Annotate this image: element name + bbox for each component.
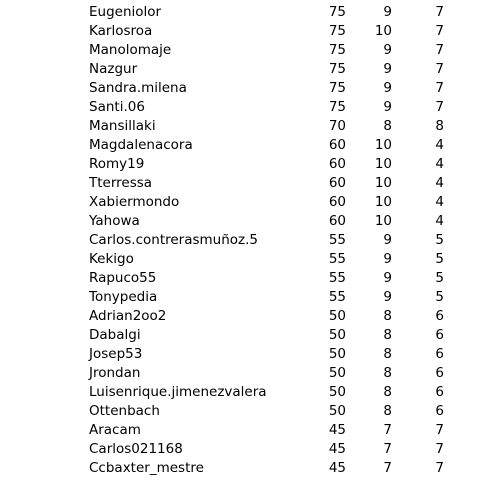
ranking-table-container [0,3,494,478]
value-b-cell: 8 [383,365,392,381]
value-b-cell: 9 [383,99,392,115]
value-c-cell: 4 [435,213,444,229]
user-name-cell: Rapuco55 [89,270,157,286]
value-b-cell: 9 [383,251,392,267]
user-name-cell: Ottenbach [89,403,160,419]
score-cell: 75 [328,4,346,20]
value-c-cell: 6 [435,365,444,381]
table-row [0,231,444,250]
table-row [0,383,444,402]
table-row [0,136,444,155]
value-c-cell: 6 [435,308,444,324]
score-cell: 75 [328,23,346,39]
user-name-cell: Mansillaki [89,118,156,134]
value-c-cell: 7 [435,4,444,20]
score-cell: 55 [328,232,346,248]
value-c-cell: 7 [435,441,444,457]
value-c-cell: 7 [435,80,444,96]
value-c-cell: 6 [435,346,444,362]
value-c-cell: 6 [435,403,444,419]
user-name-cell: Luisenrique.jimenezvalera [89,384,267,400]
value-b-cell: 9 [383,4,392,20]
user-name-cell: Jrondan [89,365,141,381]
score-cell: 55 [328,289,346,305]
table-row [0,60,444,79]
table-row [0,421,444,440]
table-row [0,307,444,326]
score-cell: 60 [328,213,346,229]
value-c-cell: 7 [435,460,444,476]
value-b-cell: 8 [383,384,392,400]
value-c-cell: 5 [435,270,444,286]
value-b-cell: 9 [383,232,392,248]
value-b-cell: 10 [374,175,392,191]
score-cell: 50 [328,384,346,400]
score-cell: 50 [328,365,346,381]
ranking-table-body [0,3,444,478]
value-c-cell: 7 [435,99,444,115]
value-c-cell: 4 [435,137,444,153]
table-row [0,250,444,269]
value-b-cell: 8 [383,346,392,362]
value-c-cell: 7 [435,42,444,58]
value-b-cell: 8 [383,118,392,134]
user-name-cell: Carlos021168 [89,441,183,457]
user-name-cell: Magdalenacora [89,137,193,153]
score-cell: 60 [328,137,346,153]
value-c-cell: 7 [435,23,444,39]
value-c-cell: 5 [435,289,444,305]
score-cell: 60 [328,175,346,191]
score-cell: 60 [328,194,346,210]
value-b-cell: 9 [383,80,392,96]
score-cell: 60 [328,156,346,172]
score-cell: 55 [328,251,346,267]
value-c-cell: 4 [435,175,444,191]
user-name-cell: Manolomaje [89,42,172,58]
score-cell: 45 [328,460,346,476]
table-row [0,288,444,307]
user-name-cell: Tterressa [89,175,153,191]
table-row [0,174,444,193]
score-cell: 50 [328,346,346,362]
score-cell: 50 [328,327,346,343]
user-name-cell: Karlosroa [89,23,153,39]
user-name-cell: Kekigo [89,251,134,267]
value-b-cell: 8 [383,403,392,419]
user-name-cell: Aracam [89,422,141,438]
user-name-cell: Sandra.milena [89,80,187,96]
table-row [0,41,444,60]
score-cell: 75 [328,61,346,77]
table-row [0,440,444,459]
value-b-cell: 10 [374,156,392,172]
value-c-cell: 5 [435,232,444,248]
user-name-cell: Dabalgi [89,327,141,343]
value-c-cell: 6 [435,384,444,400]
table-row [0,22,444,41]
value-b-cell: 8 [383,327,392,343]
score-cell: 75 [328,99,346,115]
value-c-cell: 6 [435,327,444,343]
user-name-cell: Nazgur [89,61,138,77]
value-b-cell: 10 [374,213,392,229]
value-c-cell: 4 [435,156,444,172]
user-name-cell: Eugeniolor [89,4,162,20]
user-name-cell: Tonypedia [89,289,158,305]
user-name-cell: Santi.06 [89,99,145,115]
value-c-cell: 8 [435,118,444,134]
table-row [0,212,444,231]
table-row [0,364,444,383]
score-cell: 45 [328,422,346,438]
user-name-cell: Yahowa [89,213,140,229]
value-b-cell: 8 [383,308,392,324]
score-cell: 55 [328,270,346,286]
table-row [0,269,444,288]
table-row [0,402,444,421]
table-row [0,459,444,478]
value-b-cell: 9 [383,42,392,58]
value-b-cell: 10 [374,194,392,210]
value-b-cell: 10 [374,23,392,39]
value-b-cell: 7 [383,460,392,476]
table-row [0,345,444,364]
score-cell: 70 [328,118,346,134]
value-b-cell: 7 [383,441,392,457]
user-name-cell: Carlos.contrerasmuñoz.5 [89,232,259,248]
value-c-cell: 4 [435,194,444,210]
user-name-cell: Adrian2oo2 [89,308,167,324]
score-cell: 45 [328,441,346,457]
ranking-table [0,3,444,478]
score-cell: 75 [328,42,346,58]
value-c-cell: 7 [435,61,444,77]
table-row [0,98,444,117]
value-b-cell: 9 [383,270,392,286]
value-c-cell: 5 [435,251,444,267]
table-row [0,79,444,98]
user-name-cell: Ccbaxter_mestre [89,460,204,476]
table-row [0,155,444,174]
user-name-cell: Josep53 [89,346,143,362]
value-b-cell: 10 [374,137,392,153]
user-name-cell: Romy19 [89,156,145,172]
value-b-cell: 7 [383,422,392,438]
table-row [0,193,444,212]
table-row [0,326,444,345]
score-cell: 50 [328,403,346,419]
table-row [0,3,444,22]
score-cell: 50 [328,308,346,324]
score-cell: 75 [328,80,346,96]
table-row [0,117,444,136]
value-c-cell: 7 [435,422,444,438]
value-b-cell: 9 [383,289,392,305]
user-name-cell: Xabiermondo [89,194,180,210]
value-b-cell: 9 [383,61,392,77]
